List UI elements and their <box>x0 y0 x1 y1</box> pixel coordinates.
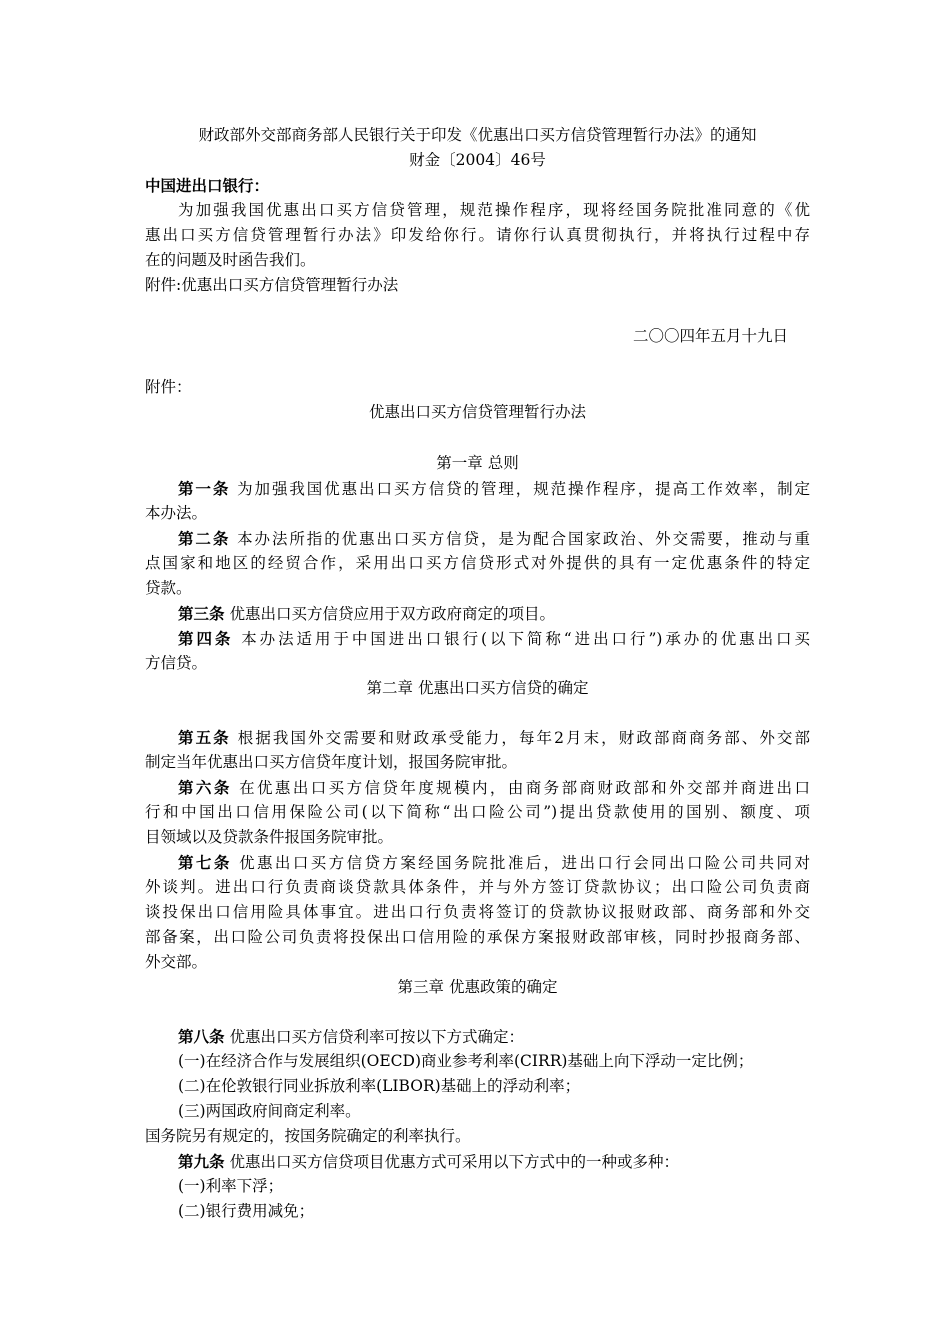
article-text: 本办法所指的优惠出口买方信贷，是为配合国家政治、外交需要，推动与重 <box>237 530 810 548</box>
document-page <box>145 123 810 1224</box>
article-text: 优惠出口买方信贷项目优惠方式可采用以下方式中的一种或多种： <box>229 1153 679 1171</box>
regulation-title: 优惠出口买方信贷管理暂行办法 <box>368 403 586 421</box>
list-item: (二)银行费用减免； <box>178 1202 315 1220</box>
article-text: 国务院另有规定的，按国务院确定的利率执行。 <box>145 1127 471 1145</box>
notice-body-line: 惠出口买方信贷管理暂行办法》印发给你行。请你行认真贯彻执行，并将执行过程中存 <box>145 226 810 244</box>
article-1 <box>145 476 810 501</box>
article-text: 优惠出口买方信贷应用于双方政府商定的项目。 <box>229 605 555 623</box>
chapter-3-title: 第三章 优惠政策的确定 <box>397 978 558 996</box>
article-text: 目领域以及贷款条件报国务院审批。 <box>145 828 394 846</box>
article-8 <box>145 1024 810 1049</box>
article-6 <box>145 775 810 800</box>
article-label: 第二条 <box>178 529 231 548</box>
article-text: 部备案，出口险公司负责将投保出口信用险的承保方案报财政部审核，同时抄报商务部、 <box>145 928 810 946</box>
article-label: 第三条 <box>178 604 225 623</box>
article-text: 制定当年优惠出口买方信贷年度计划，报国务院审批。 <box>145 753 518 771</box>
article-text: 本办法。 <box>145 504 208 522</box>
list-item: (一)利率下浮； <box>178 1177 284 1195</box>
article-label: 第七条 <box>178 853 232 872</box>
article-text: 行和中国出口信用保险公司(以下简称“出口险公司”)提出贷款使用的国别、额度、项 <box>145 803 810 821</box>
article-text: 外交部。 <box>145 953 208 971</box>
chapter-2-title: 第二章 优惠出口买方信贷的确定 <box>366 679 589 697</box>
document-number: 财金〔2004〕46号 <box>409 151 546 169</box>
notice-body-line: 在的问题及时函告我们。 <box>145 251 316 269</box>
recipient: 中国进出口银行： <box>145 176 270 195</box>
article-text: 本办法适用于中国进出口银行(以下简称“进出口行”)承办的优惠出口买 <box>241 630 810 648</box>
list-item: (二)在伦敦银行同业拆放利率(LIBOR)基础上的浮动利率； <box>178 1077 581 1095</box>
article-7 <box>145 850 810 875</box>
notice-date: 二〇〇四年五月十九日 <box>632 327 788 345</box>
article-text: 优惠出口买方信贷方案经国务院批准后，进出口行会同出口险公司共同对 <box>239 854 810 872</box>
article-text: 贷款。 <box>145 579 192 597</box>
notice-body-line: 为加强我国优惠出口买方信贷管理，规范操作程序，现将经国务院批准同意的《优 <box>178 201 810 219</box>
article-label: 第四条 <box>178 629 234 648</box>
article-label: 第八条 <box>178 1027 225 1046</box>
article-label: 第六条 <box>178 778 232 797</box>
article-text: 点国家和地区的经贸合作，采用出口买方信贷形式对外提供的具有一定优惠条件的特定 <box>145 554 810 572</box>
article-4 <box>145 626 810 651</box>
article-label: 第一条 <box>178 479 231 498</box>
article-5 <box>145 725 810 750</box>
article-label: 第五条 <box>178 728 231 747</box>
attachment-reference: 附件:优惠出口买方信贷管理暂行办法 <box>145 276 399 294</box>
article-text: 为加强我国优惠出口买方信贷的管理，规范操作程序，提高工作效率，制定 <box>237 480 810 498</box>
article-text: 优惠出口买方信贷利率可按以下方式确定： <box>229 1028 524 1046</box>
list-item: (三)两国政府间商定利率。 <box>178 1102 361 1120</box>
article-text: 外谈判。进出口行负责商谈贷款具体条件，并与外方签订贷款协议；出口险公司负责商 <box>145 878 810 896</box>
article-9 <box>145 1149 810 1174</box>
chapter-1-title: 第一章 总则 <box>436 454 519 472</box>
notice-title: 财政部外交部商务部人民银行关于印发《优惠出口买方信贷管理暂行办法》的通知 <box>198 126 757 144</box>
article-text: 在优惠出口买方信贷年度规模内，由商务部商财政部和外交部并商进出口 <box>239 779 810 797</box>
article-3 <box>145 601 810 626</box>
article-2 <box>145 526 810 551</box>
article-label: 第九条 <box>178 1152 225 1171</box>
list-item: (一)在经济合作与发展组织(OECD)商业参考利率(CIRR)基础上向下浮动一定比例； <box>178 1052 754 1070</box>
article-text: 谈投保出口信用险具体事宜。进出口行负责将签订的贷款协议报财政部、商务部和外交 <box>145 903 810 921</box>
attachment-label: 附件： <box>145 378 192 396</box>
article-text: 根据我国外交需要和财政承受能力，每年2月末，财政部商商务部、外交部 <box>237 729 810 747</box>
article-text: 方信贷。 <box>145 654 208 672</box>
